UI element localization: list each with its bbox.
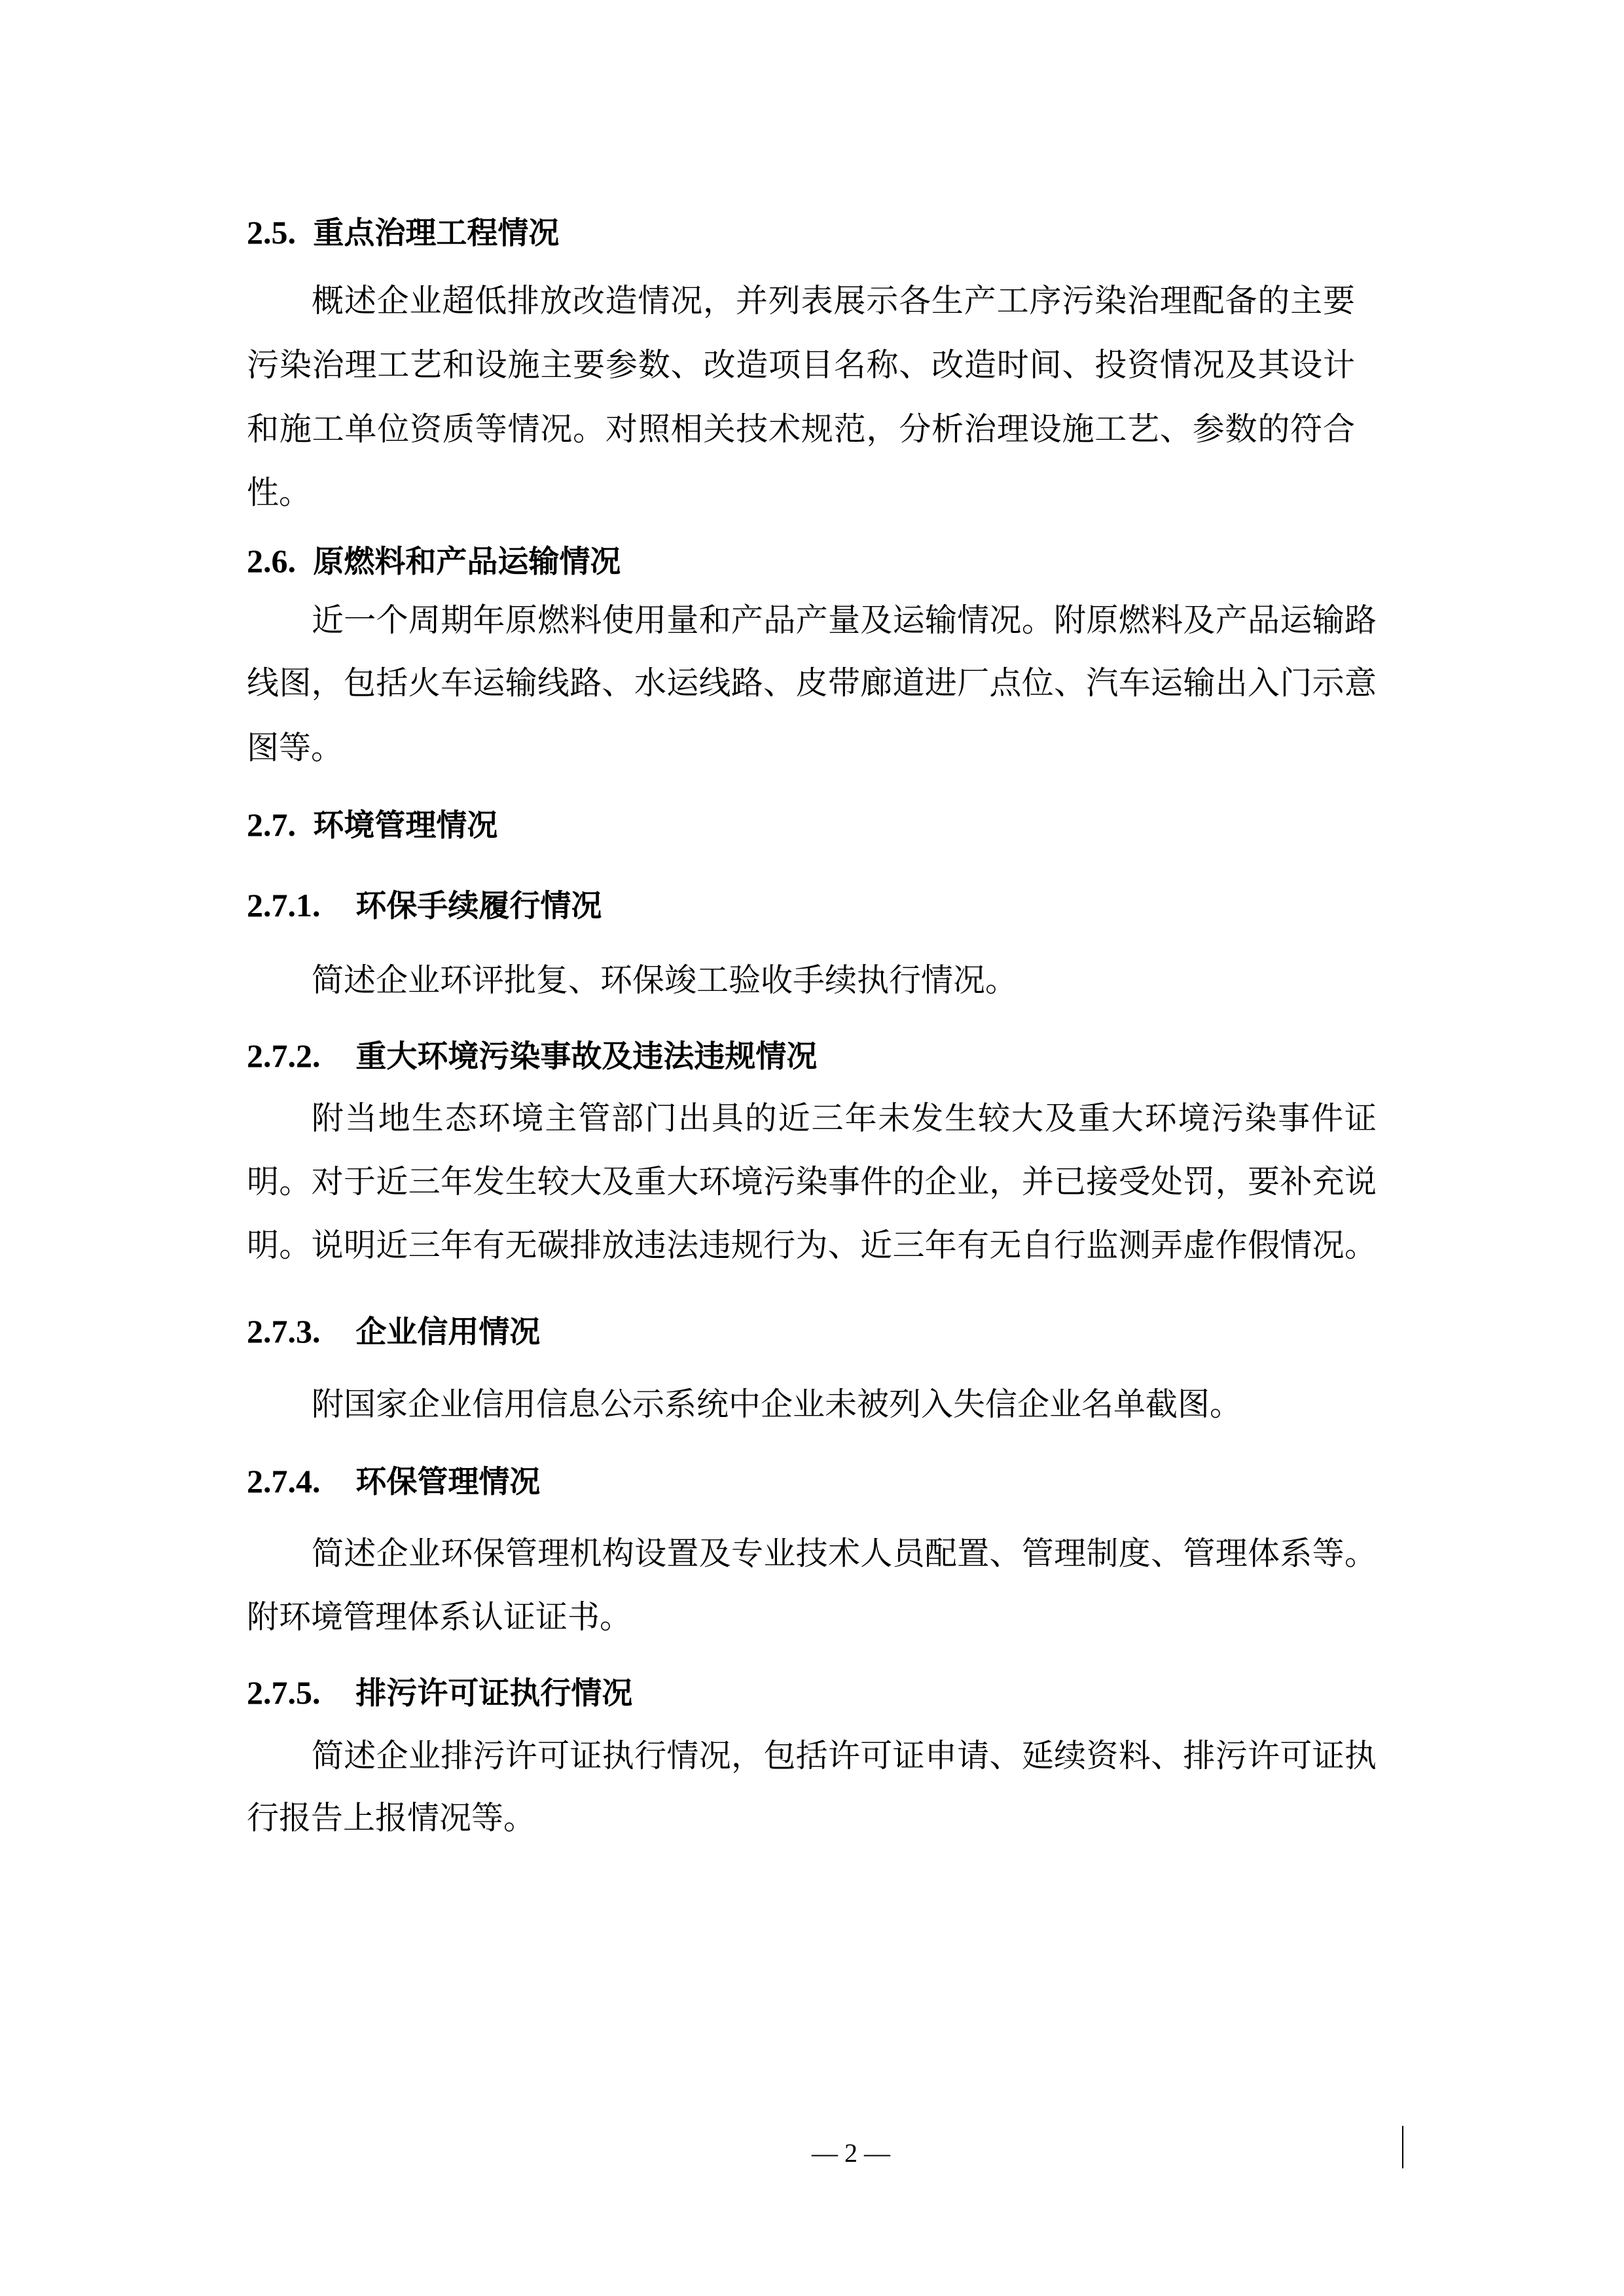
page-number: — 2 — [812, 2138, 890, 2168]
heading-title: 重大环境污染事故及违法违规情况 [355, 1039, 818, 1075]
paragraph-line: 明。对于近三年发生较大及重大环境污染事件的企业，并已接受处罚，要补充说 [247, 1164, 1377, 1200]
heading-2-7 [247, 806, 497, 843]
paragraph-line: 附当地生态环境主管部门出具的近三年未发生较大及重大环境污染事件证 [312, 1100, 1377, 1137]
heading-title: 企业信用情况 [355, 1314, 541, 1350]
heading-number: 2.7.1. [247, 887, 321, 924]
heading-2-7-2 [247, 1037, 817, 1074]
paragraph-line: 污染治理工艺和设施主要参数、改造项目名称、改造时间、投资情况及其设计 [247, 347, 1355, 384]
heading-number: 2.7.3. [247, 1313, 321, 1350]
heading-title: 原燃料和产品运输情况 [313, 544, 621, 580]
paragraph-line: 和施工单位资质等情况。对照相关技术规范，分析治理设施工艺、参数的符合 [247, 411, 1355, 448]
margin-rule [1402, 2126, 1403, 2168]
paragraph-line: 附环境管理体系认证证书。 [247, 1598, 632, 1636]
paragraph-line: 附国家企业信用信息公示系统中企业未被列入失信企业名单截图。 [312, 1386, 1242, 1423]
heading-number: 2.7.5. [247, 1674, 321, 1711]
heading-number: 2.6. [247, 543, 296, 579]
paragraph-line: 简述企业排污许可证执行情况，包括许可证申请、延续资料、排污许可证执 [312, 1738, 1377, 1774]
paragraph-line: 明。说明近三年有无碳排放违法违规行为、近三年有无自行监测弄虚作假情况。 [247, 1227, 1377, 1264]
heading-title: 环境管理情况 [313, 808, 498, 844]
heading-2-6 [247, 543, 621, 579]
heading-2-7-5 [247, 1674, 632, 1711]
heading-2-7-3 [247, 1313, 540, 1350]
paragraph-line: 简述企业环保管理机构设置及专业技术人员配置、管理制度、管理体系等。 [312, 1535, 1377, 1572]
paragraph-line: 简述企业环评批复、环保竣工验收手续执行情况。 [312, 961, 1018, 999]
paragraph-line: 图等。 [247, 729, 344, 766]
heading-title: 环保管理情况 [355, 1464, 541, 1500]
heading-title: 排污许可证执行情况 [355, 1676, 633, 1712]
heading-number: 2.7. [247, 806, 296, 843]
paragraph-line: 线图，包括火车运输线路、水运线路、皮带廊道进厂点位、汽车运输出入门示意 [247, 665, 1377, 702]
paragraph-line: 性。 [247, 474, 312, 511]
paragraph-line: 概述企业超低排放改造情况，并列表展示各生产工序污染治理配备的主要 [312, 283, 1355, 319]
paragraph-line: 行报告上报情况等。 [247, 1799, 536, 1837]
heading-2-7-1 [247, 887, 602, 924]
paragraph-line: 近一个周期年原燃料使用量和产品产量及运输情况。附原燃料及产品运输路 [312, 602, 1377, 639]
heading-number: 2.7.4. [247, 1463, 321, 1499]
heading-2-7-4 [247, 1463, 540, 1499]
heading-title: 环保手续履行情况 [355, 888, 602, 924]
heading-title: 重点治理工程情况 [313, 215, 560, 251]
heading-2-5 [247, 214, 559, 251]
heading-number: 2.7.2. [247, 1037, 321, 1074]
heading-number: 2.5. [247, 214, 296, 251]
